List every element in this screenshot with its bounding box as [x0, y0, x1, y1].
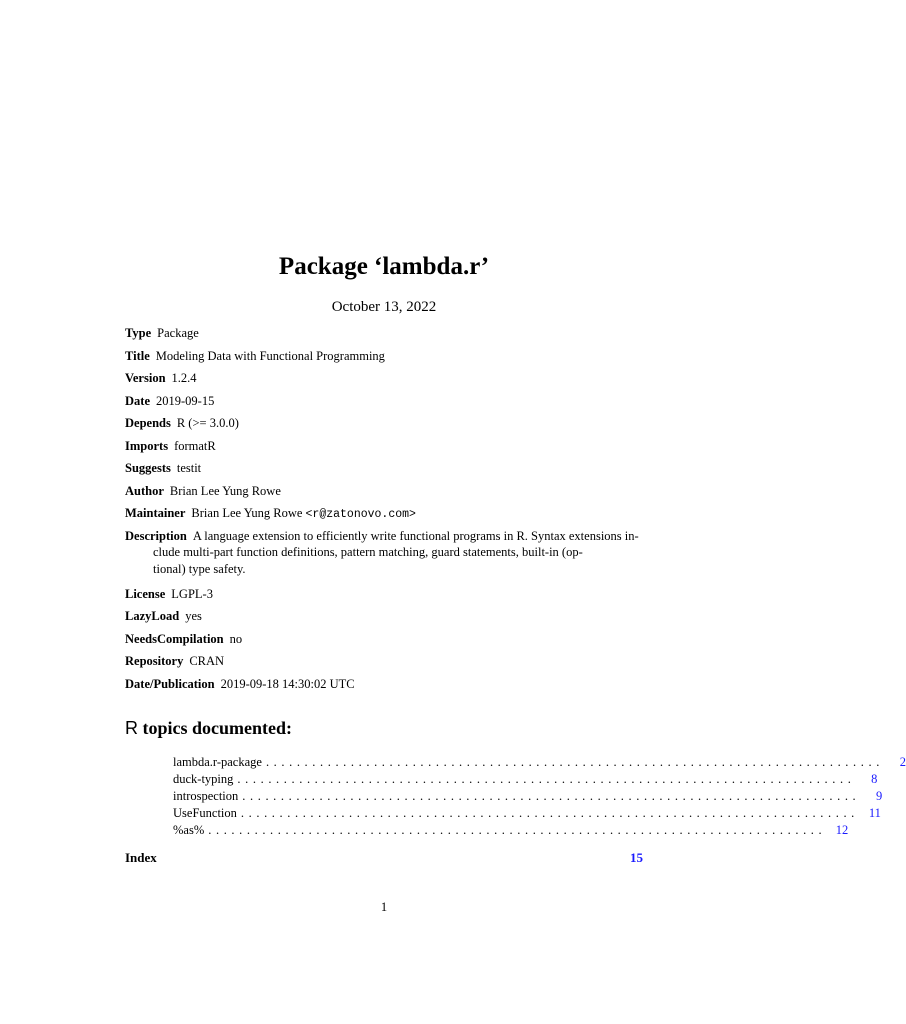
- field-value: Package: [157, 326, 199, 340]
- field-license: [125, 586, 645, 609]
- field-key: Imports: [125, 438, 169, 453]
- field-value: Brian Lee Yung Rowe: [169, 483, 281, 498]
- toc-entry[interactable]: [173, 771, 878, 788]
- document-date: October 13, 2022: [331, 299, 437, 315]
- field-depends: [125, 415, 645, 438]
- field-value: LGPL-3: [171, 586, 213, 601]
- field-value: Modeling Data with Functional Programming: [155, 348, 385, 363]
- field-key: Suggests: [125, 461, 171, 475]
- field-key: Depends: [125, 416, 171, 430]
- description-line-2: clude multi-part function definitions, pattern matching, guard statements, built-in (op-: [153, 545, 583, 559]
- field-key: Description: [125, 528, 187, 543]
- toc-entry-page[interactable]: 9: [876, 789, 883, 803]
- field-value: 2019-09-15: [156, 393, 215, 408]
- field-description: [125, 528, 645, 586]
- field-value: CRAN: [189, 654, 225, 668]
- field-date-publication: [125, 676, 645, 699]
- toc-leader-dots: ................................................................................: [237, 772, 856, 786]
- toc-heading: [125, 718, 292, 739]
- page-number: 1: [380, 900, 388, 914]
- toc-entry[interactable]: [173, 754, 906, 771]
- toc-heading-r: R: [125, 718, 138, 738]
- toc-entry-page[interactable]: 11: [868, 806, 881, 820]
- field-date: [125, 393, 645, 416]
- field-key: Date/Publication: [125, 676, 215, 691]
- toc-entry[interactable]: [173, 805, 881, 822]
- field-value: R (>= 3.0.0): [176, 416, 239, 430]
- field-repository: [125, 653, 645, 676]
- field-maintainer: [125, 505, 645, 528]
- toc-heading-text: topics documented:: [138, 718, 292, 738]
- field-key: NeedsCompilation: [125, 631, 224, 646]
- toc-entry-name[interactable]: UseFunction: [173, 806, 237, 820]
- toc-entry-name[interactable]: %as%: [173, 823, 205, 837]
- field-key: Version: [125, 371, 166, 385]
- package-title: Package ‘lambda.r’: [278, 253, 490, 280]
- maintainer-name: Brian Lee Yung Rowe: [191, 506, 303, 520]
- toc-entry-name[interactable]: duck-typing: [173, 772, 234, 786]
- field-lazyload: [125, 608, 645, 631]
- table-of-contents: [173, 754, 906, 839]
- field-version: [125, 370, 645, 393]
- field-value: 2019-09-18 14:30:02 UTC: [220, 676, 355, 691]
- field-key: Date: [125, 393, 150, 408]
- field-suggests: [125, 460, 645, 483]
- field-value: 1.2.4: [171, 371, 197, 385]
- field-key: License: [125, 586, 166, 601]
- toc-entry-page[interactable]: 12: [835, 823, 849, 837]
- index-page[interactable]: 15: [630, 850, 643, 865]
- field-key: Maintainer: [125, 506, 186, 520]
- field-value: formatR: [174, 438, 216, 453]
- maintainer-email[interactable]: <r@zatonovo.com>: [305, 508, 416, 521]
- field-title: [125, 348, 645, 371]
- field-value: yes: [185, 609, 202, 623]
- description-line-3: tional) type safety.: [153, 561, 246, 576]
- toc-entry-page[interactable]: 8: [871, 772, 878, 786]
- field-key: Type: [125, 326, 152, 340]
- field-author: [125, 483, 645, 506]
- field-type: [125, 325, 645, 348]
- field-value: testit: [176, 461, 202, 475]
- toc-leader-dots: ................................................................................: [265, 755, 884, 769]
- field-key: Title: [125, 348, 150, 363]
- toc-leader-dots: ................................................................................: [240, 806, 859, 820]
- field-needscompilation: [125, 631, 645, 654]
- description-fields: [125, 325, 645, 698]
- field-value: no: [229, 631, 243, 646]
- field-key: LazyLoad: [125, 609, 180, 623]
- toc-entry[interactable]: [173, 788, 883, 805]
- toc-entry-name[interactable]: lambda.r-package: [173, 755, 262, 769]
- index-entry[interactable]: [125, 850, 643, 866]
- toc-leader-dots: ................................................................................: [242, 789, 861, 803]
- index-label[interactable]: Index: [125, 850, 157, 865]
- field-key: Author: [125, 483, 164, 498]
- description-line-1: A language extension to efficiently write functional programs in R. Syntax extensions in-: [192, 528, 639, 543]
- toc-entry-name[interactable]: introspection: [173, 789, 239, 803]
- field-key: Repository: [125, 654, 184, 668]
- toc-leader-dots: ................................................................................: [208, 823, 827, 837]
- field-imports: [125, 438, 645, 461]
- toc-entry-page[interactable]: 2: [899, 755, 906, 769]
- toc-entry[interactable]: [173, 822, 849, 839]
